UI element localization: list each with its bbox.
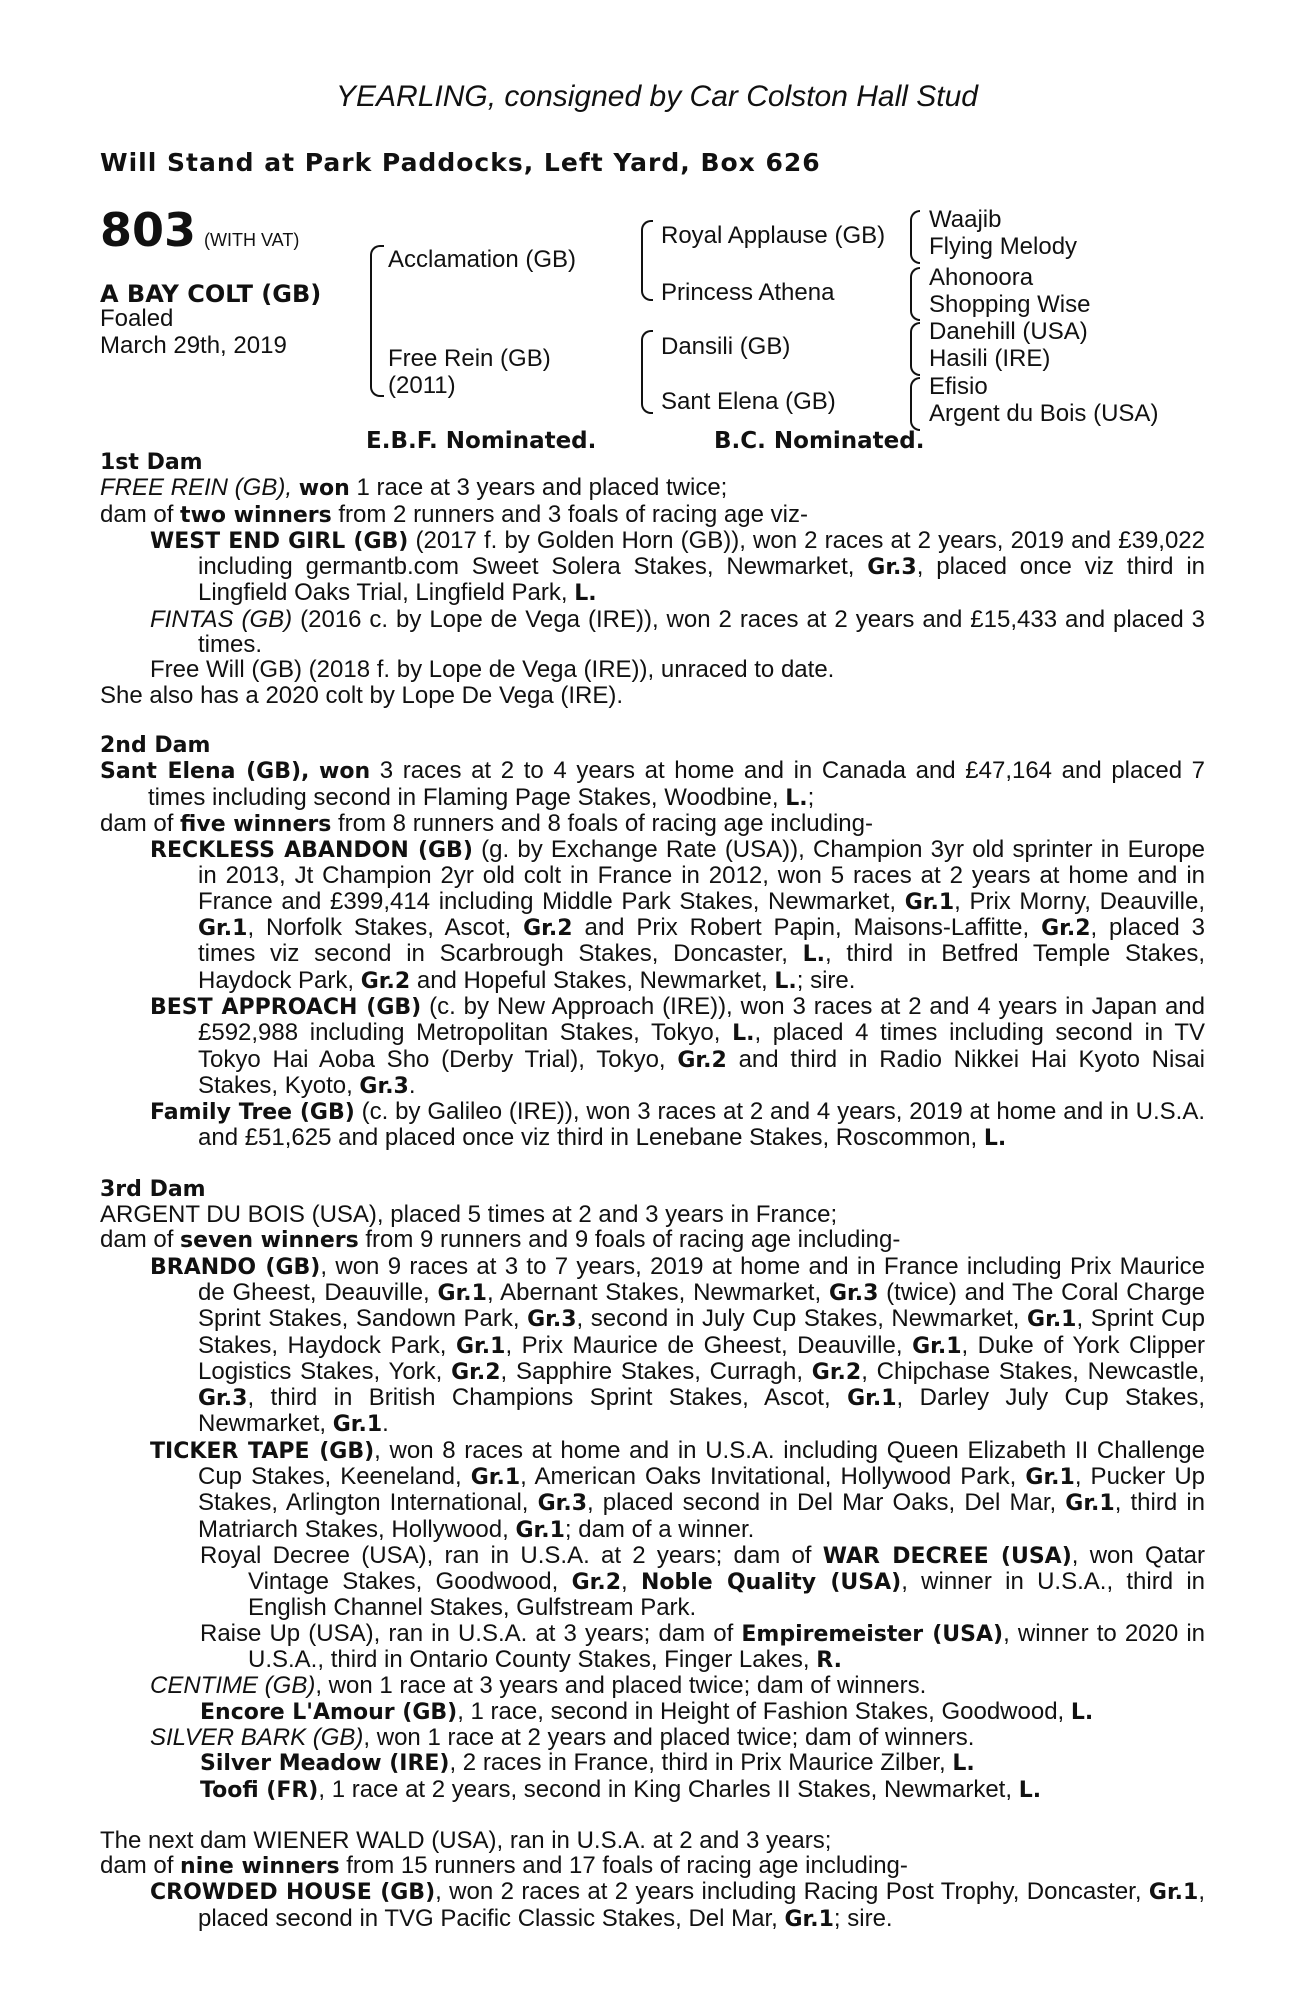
produce-entry: Toofi (FR), 1 race at 2 years, second in King Charles II Stakes, Newmarket, L. <box>200 1775 1042 1803</box>
produce-entry: Royal Decree (USA), ran in U.S.A. at 2 years; dam of WAR DECREE (USA), won Qatar Vintage Stakes, Goodwood, Gr.2, Noble Quality (USA), winner in U.S.A., third in English Channel Stakes, Gulfstream Park. <box>200 1541 1206 1622</box>
produce-entry: WEST END GIRL (GB) (2017 f. by Golden Horn (GB)), won 2 races at 2 years, 2019 and £39,022 including germantb.com Sweet Solera Stakes, Newmarket, Gr.3, placed once viz third in Lingfield Oaks Trial, Lingfield Park, L. <box>150 526 1206 607</box>
produce-entry: RECKLESS ABANDON (GB) (g. by Exchange Rate (USA)), Champion 3yr old sprinter in Europe in 2013, Jt Champion 2yr old colt in France in 2012, won 5 races at 2 years at home and in France and £399,414 including Middle Park Stakes, Newmarket, Gr.1, Prix Morny, Deauville, Gr.1, Norfolk Stakes, Ascot, Gr.2 and Prix Robert Papin, Maisons-Laffitte, Gr.2, placed 3 times viz second in Scarbrough Stakes, Doncaster, L., third in Betfred Temple Stakes, Haydock Park, Gr.2 and Hopeful Stakes, Newmarket, L.; sire. <box>150 836 1206 994</box>
pedigree-sire-sire: Royal Applause (GB) <box>661 222 886 249</box>
lot-name: A BAY COLT (GB) <box>100 280 322 308</box>
pedigree-g8: Argent du Bois (USA) <box>929 400 1159 427</box>
third-dam-produce-line: dam of seven winners from 9 runners and 9 foals of racing age including- <box>100 1226 901 1254</box>
pedigree-g3: Ahonoora <box>929 264 1034 291</box>
also-has-line: She also has a 2020 colt by Lope De Vega (IRE). <box>100 681 623 709</box>
produce-entry: CROWDED HOUSE (GB), won 2 races at 2 years including Racing Post Trophy, Doncaster, Gr.1, placed second in TVG Pacific Classic Stakes, Del Mar, Gr.1; sire. <box>150 1878 1206 1932</box>
next-dam-line: The next dam WIENER WALD (USA), ran in U.S.A. at 2 and 3 years; <box>100 1826 832 1854</box>
pedigree-notes <box>100 450 1205 1932</box>
second-dam-produce-line: dam of five winners from 8 runners and 8 foals of racing age including- <box>100 809 873 837</box>
first-dam-line: FREE REIN (GB), won 1 race at 3 years and placed twice; <box>100 474 728 502</box>
pedigree-g2: Flying Melody <box>929 233 1078 260</box>
pedigree-g5: Danehill (USA) <box>929 318 1088 345</box>
second-dam-line: Sant Elena (GB), won 3 races at 2 to 4 years at home and in Canada and £47,164 and placed 7 times including second in Flaming Page Stakes, Woodbine, L.; <box>100 757 1206 811</box>
bc-nominated: B.C. Nominated. <box>714 428 925 454</box>
vat-label: (WITH VAT) <box>204 230 300 250</box>
section-heading-2nd-dam: 2nd Dam <box>100 732 211 758</box>
pedigree-brace <box>910 210 920 264</box>
third-dam-line: ARGENT DU BOIS (USA), placed 5 times at 2 and 3 years in France; <box>100 1201 838 1229</box>
pedigree-dam-sire: Dansili (GB) <box>661 333 791 360</box>
first-dam-produce-line: dam of two winners from 2 runners and 3 foals of racing age viz- <box>100 500 808 528</box>
foaled-date: March 29th, 2019 <box>100 332 287 359</box>
produce-entry: BRANDO (GB), won 9 races at 3 to 7 years, 2019 at home and in France including Prix Maurice de Gheest, Deauville, Gr.1, Abernant Stakes, Newmarket, Gr.3 (twice) and The Coral Charge Sprint Stakes, Sandown Park, Gr.3, second in July Cup Stakes, Newmarket, Gr.1, Sprint Cup Stakes, Haydock Park, Gr.1, Prix Maurice de Gheest, Deauville, Gr.1, Duke of York Clipper Logistics Stakes, York, Gr.2, Sapphire Stakes, Curragh, Gr.2, Chipchase Stakes, Newcastle, Gr.3, third in British Champions Sprint Stakes, Ascot, Gr.1, Darley July Cup Stakes, Newmarket, Gr.1. <box>150 1252 1206 1438</box>
pedigree-sire-dam: Princess Athena <box>661 279 835 306</box>
produce-entry: Silver Meadow (IRE), 2 races in France, third in Prix Maurice Zilber, L. <box>200 1749 975 1777</box>
foaled-label: Foaled <box>100 305 174 332</box>
pedigree-brace <box>641 330 653 414</box>
section-heading-3rd-dam: 3rd Dam <box>100 1176 206 1202</box>
pedigree-dam: Free Rein (GB) <box>388 345 551 372</box>
produce-entry: Encore L'Amour (GB), 1 race, second in Height of Fashion Stakes, Goodwood, L. <box>200 1697 1094 1725</box>
ebf-nominated: E.B.F. Nominated. <box>366 428 597 454</box>
pedigree-dam-year: (2011) <box>388 372 456 399</box>
pedigree-brace <box>370 245 384 397</box>
pedigree-sire: Acclamation (GB) <box>388 246 577 273</box>
pedigree-g1: Waajib <box>929 206 1002 233</box>
next-dam-produce-line: dam of nine winners from 15 runners and 17 foals of racing age including- <box>100 1852 908 1880</box>
produce-entry: CENTIME (GB), won 1 race at 3 years and placed twice; dam of winners. <box>150 1672 927 1700</box>
pedigree-g7: Efisio <box>929 373 988 400</box>
pedigree-g4: Shopping Wise <box>929 291 1091 318</box>
produce-entry: BEST APPROACH (GB) (c. by New Approach (IRE)), won 3 races at 2 and 4 years in Japan and £592,988 including Metropolitan Stakes, Tokyo, L., placed 4 times including second in TV Tokyo Hai Aoba Sho (Derby Trial), Tokyo, Gr.2 and third in Radio Nikkei Hai Kyoto Nisai Stakes, Kyoto, Gr.3. <box>150 992 1206 1099</box>
lot-number: 803 <box>100 203 197 257</box>
produce-entry: Family Tree (GB) (c. by Galileo (IRE)), won 3 races at 2 and 4 years, 2019 at home and in U.S.A. and £51,625 and placed once viz third in Lenebane Stakes, Roscommon, L. <box>150 1098 1205 1152</box>
pedigree-brace <box>910 267 920 321</box>
stand-location: Will Stand at Park Paddocks, Left Yard, Box 626 <box>100 148 821 177</box>
foaled-info <box>100 305 287 359</box>
produce-entry: FINTAS (GB) (2016 c. by Lope de Vega (IRE)), won 2 races at 2 years and £15,433 and placed 3 times. <box>150 605 1205 659</box>
pedigree-brace <box>910 377 920 431</box>
pedigree-dam-dam: Sant Elena (GB) <box>661 388 836 415</box>
produce-entry: Free Will (GB) (2018 f. by Lope de Vega (IRE)), unraced to date. <box>150 656 835 684</box>
pedigree-brace <box>910 322 920 376</box>
produce-entry: Raise Up (USA), ran in U.S.A. at 3 years; dam of Empiremeister (USA), winner to 2020 in U.S.A., third in Ontario County Stakes, Finger Lakes, R. <box>200 1619 1205 1674</box>
page-title: YEARLING, consigned by Car Colston Hall Stud <box>336 80 978 113</box>
pedigree-brace <box>641 220 653 301</box>
produce-entry: TICKER TAPE (GB), won 8 races at home and in U.S.A. including Queen Elizabeth II Challenge Cup Stakes, Keeneland, Gr.1, American Oaks Invitational, Hollywood Park, Gr.1, Pucker Up Stakes, Arlington International, Gr.3, placed second in Del Mar Oaks, Del Mar, Gr.1, third in Matriarch Stakes, Hollywood, Gr.1; dam of a winner. <box>150 1436 1206 1543</box>
produce-entry: SILVER BARK (GB), won 1 race at 2 years and placed twice; dam of winners. <box>150 1723 975 1751</box>
section-heading-1st-dam: 1st Dam <box>100 450 203 475</box>
lot-number-block <box>100 203 300 257</box>
pedigree-g6: Hasili (IRE) <box>929 345 1051 372</box>
